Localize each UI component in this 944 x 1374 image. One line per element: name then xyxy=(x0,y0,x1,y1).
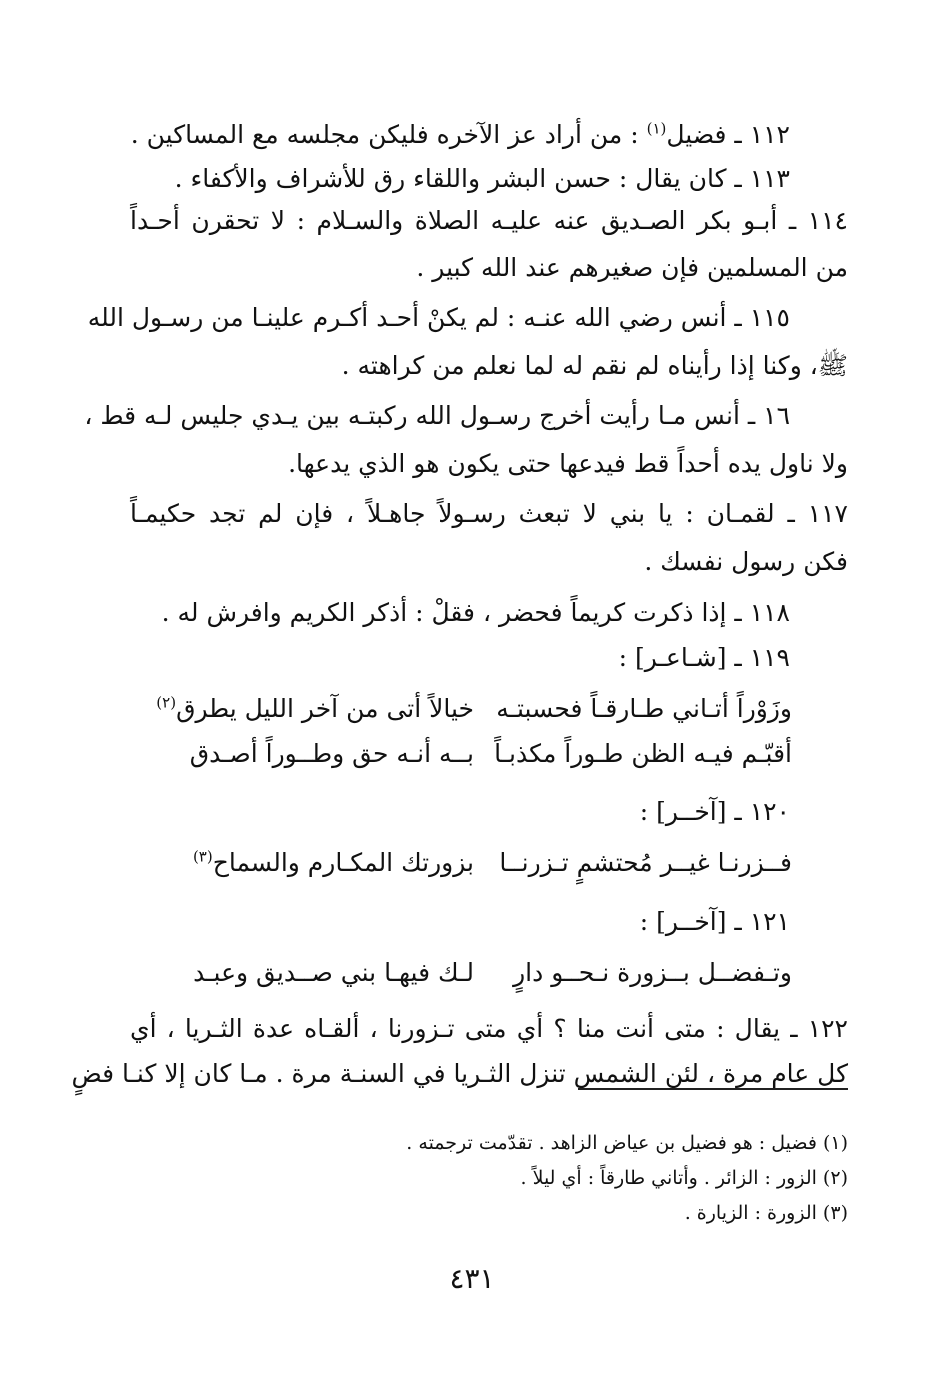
footnote-ref-3: (٣) xyxy=(192,847,213,866)
page-number: ٤٣١ xyxy=(449,1262,495,1295)
entry-112-text-a: ١١٢ ـ فضيل xyxy=(666,120,790,149)
entry-120-verse-1-second-hemistich xyxy=(192,846,474,880)
entry-119-heading: ١١٩ ـ [شـاعـر] : xyxy=(618,643,790,672)
entry-121-verse-1-first-hemistich: وتـفضــل بــزورة نـحــو دارٍ xyxy=(513,958,792,987)
footnote-ref-2: (٢) xyxy=(156,693,177,712)
entry-116-line-2: ولا ناول يده أحداً قط فيدعها حتى يكون هو الذي يدعها. xyxy=(288,449,848,478)
footnote-1: (١) فضيل : هو فضيل بن عياض الزاهد . تقدّمت ترجمته . xyxy=(406,1132,848,1154)
entry-119-verse-2-second-hemistich: بــه أنـه حق وطــوراً أصـدق xyxy=(189,739,474,768)
entry-114-line-1: ١١٤ ـ أبـو بكر الصـديق عنه عليـه الصلاة والسـلام : لا تحقرن أحـداً xyxy=(130,206,848,235)
entry-112-text-b: : من أراد عز الآخره فليكن مجلسه مع المساكين . xyxy=(130,120,647,149)
entry-119-verse-2-first-hemistich: أقبّـم فيـه الظن طـوراً مكذبـاً xyxy=(494,739,792,768)
entry-120-verse-1-first-hemistich: فــزرنـا غيــر مُحتشمٍ تـزرنــا xyxy=(499,848,792,877)
entry-119-verse-1-first-hemistich: وزَوْراً أتـاني طـارقـاً فحسبتـه xyxy=(496,694,792,723)
entry-122-line-2: كل عام مرة ، لئن الشمس تنزل الثـريا في السنـة مرة . مـا كان إلا كنـا فضٍ xyxy=(71,1059,848,1088)
footnote-2: (٢) الزور : الزائر . وأتاني طارقاً : أي ليلاً . xyxy=(520,1167,848,1189)
footnote-separator xyxy=(578,1088,848,1090)
entry-117-line-2: فكن رسول نفسك . xyxy=(644,547,848,576)
entry-113-line-1: ١١٣ ـ كان يقال : حسن البشر واللقاء رق للأشراف والأكفاء . xyxy=(174,164,790,193)
entry-122-line-1: ١٢٢ ـ يقال : متى أنت منا ؟ أي متى تـزورنا ، ألقـاه عدة الثـريا ، أي xyxy=(130,1014,848,1043)
entry-119-verse-1-second-text: خيالاً أتى من آخر الليل يطرق xyxy=(176,694,474,723)
entry-116-line-1: ١٦ ـ أنس مـا رأيت أخرج رسـول الله ركبتـه بين يـدي جليس لـه قط ، xyxy=(84,401,790,430)
entry-115-line-2: ﷺ، وكنا إذا رأيناه لم نقم له لما نعلم من كراهته . xyxy=(341,351,848,380)
entry-120-verse-1-second-text: بزورتك المكـارم والسماح xyxy=(212,848,474,877)
entry-115-line-1: ١١٥ ـ أنس رضي الله عنـه : لم يكنْ أحـد أكـرم علينـا من رسـول الله xyxy=(87,303,790,332)
entry-121-heading: ١٢١ ـ [آخــر] : xyxy=(639,907,790,936)
footnote-ref-1: (١) xyxy=(646,119,667,138)
footnote-3: (٣) الزورة : الزيارة . xyxy=(684,1202,848,1224)
entry-114-line-2: من المسلمين فإن صغيرهم عند الله كبير . xyxy=(416,253,848,282)
entry-112-line-1 xyxy=(130,118,790,152)
entry-120-heading: ١٢٠ ـ [آخــر] : xyxy=(639,797,790,826)
entry-118-line-1: ١١٨ ـ إذا ذكرت كريماً فحضر ، فقلْ : أذكر الكريم وافرش له . xyxy=(161,598,790,627)
entry-117-line-1: ١١٧ ـ لقمـان : يا بني لا تبعث رسـولاً جاهـلاً ، فإن لم تجد حكيمـاً xyxy=(130,499,848,528)
entry-121-verse-1-second-hemistich: لـك فيهـا بني صــديق وعبـد xyxy=(193,958,474,987)
entry-119-verse-1-second-hemistich xyxy=(156,692,474,726)
